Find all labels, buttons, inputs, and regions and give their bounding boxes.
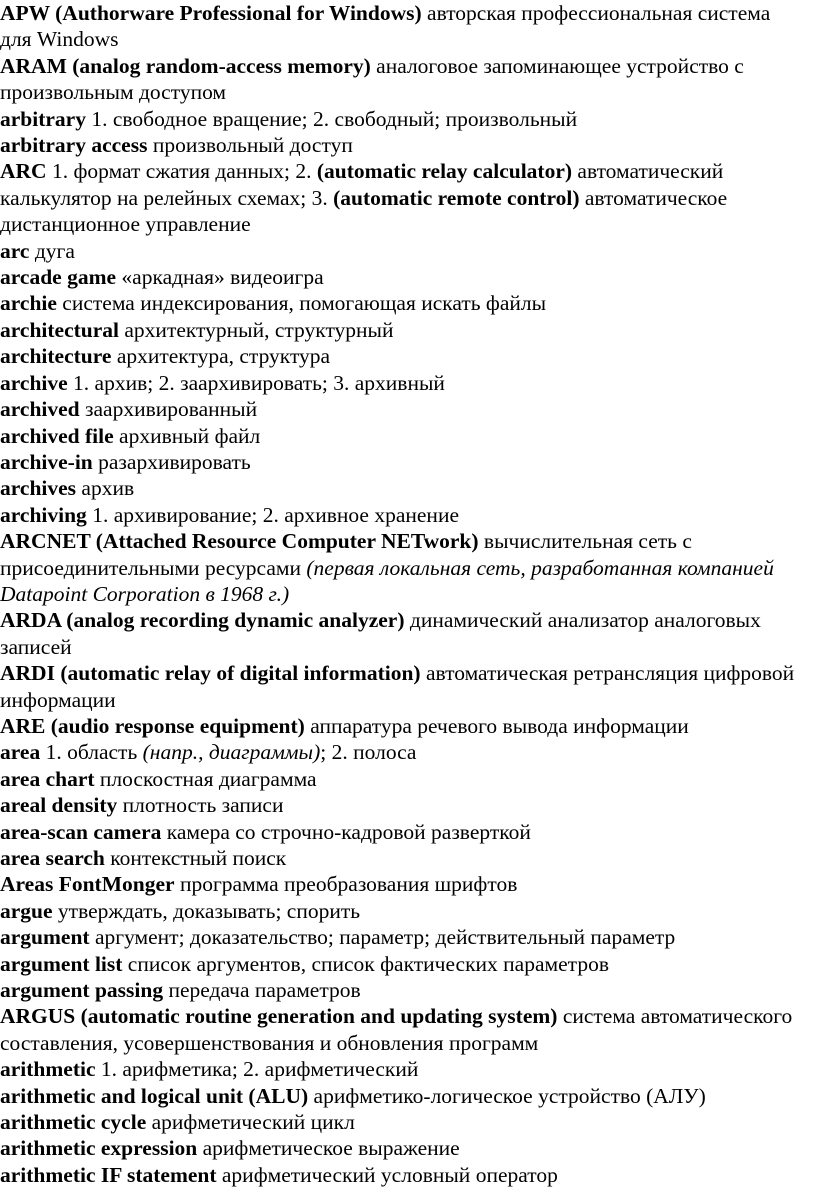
- entry-definition: архитектура, структура: [111, 344, 331, 369]
- entry-term: archived: [0, 397, 80, 422]
- dictionary-entry: [0, 1109, 804, 1135]
- entry-term: architectural: [0, 317, 120, 342]
- dictionary-entry: [0, 132, 804, 158]
- dictionary-entry: [0, 713, 804, 739]
- entry-term: arbitrary: [0, 106, 86, 131]
- entry-term: archie: [0, 291, 57, 316]
- entry-term: ARE (audio response equipment): [0, 713, 305, 738]
- entry-term: (automatic relay calculator): [316, 159, 573, 184]
- entry-definition: список аргументов, список фактических параметров: [122, 951, 609, 976]
- entry-term: archive: [0, 370, 68, 395]
- entry-term: argue: [0, 898, 53, 923]
- entry-definition: плотность записи: [117, 793, 284, 818]
- entry-definition: 1. свободное вращение; 2. свободный; произвольный: [85, 106, 578, 131]
- entry-definition: 1. формат сжатия данных; 2.: [46, 159, 317, 184]
- entry-definition: арифметико-логическое устройство (АЛУ): [308, 1083, 706, 1108]
- dictionary-entry: [0, 845, 804, 871]
- entry-term: arithmetic expression: [0, 1136, 198, 1161]
- entry-term: (automatic remote control): [333, 185, 580, 210]
- entry-definition: заархивированный: [79, 397, 258, 422]
- entry-definition: автоматический калькулятор на релейных схемах; 3.: [0, 159, 724, 210]
- dictionary-entry: [0, 528, 804, 607]
- entry-definition: разархивировать: [92, 449, 251, 474]
- dictionary-entry: [0, 792, 804, 818]
- entry-definition: система автоматического составления, усовершенствования и обновления программ: [0, 1004, 793, 1055]
- dictionary-entry: [0, 423, 804, 449]
- dictionary-entry: [0, 607, 804, 660]
- entry-definition: арифметическое выражение: [197, 1136, 460, 1161]
- dictionary-entry: [0, 1056, 804, 1082]
- dictionary-entry: [0, 238, 804, 264]
- entry-definition: 1. архивирование; 2. архивное хранение: [86, 502, 459, 527]
- entry-term: archived file: [0, 423, 114, 448]
- entry-term: arbitrary access: [0, 133, 148, 158]
- entry-term: ARAM (analog random-access memory): [0, 53, 371, 78]
- entry-term: argument passing: [0, 978, 164, 1003]
- dictionary-entry: [0, 766, 804, 792]
- dictionary-entry: [0, 1162, 804, 1188]
- entry-term: architecture: [0, 344, 112, 369]
- dictionary-entry: [0, 819, 804, 845]
- dictionary-entry: [0, 53, 804, 106]
- entry-term: argument list: [0, 951, 123, 976]
- dictionary-entry: [0, 951, 804, 977]
- entry-definition: ; 2. полоса: [320, 740, 417, 765]
- entry-definition: арифметический цикл: [146, 1110, 355, 1135]
- entry-definition: 1. арифметика; 2. арифметический: [95, 1057, 419, 1082]
- entry-term: ARCNET (Attached Resource Computer NETwork): [0, 529, 479, 554]
- entry-definition: камера со строчно-кадровой разверткой: [161, 819, 531, 844]
- entry-definition: программа преобразования шрифтов: [174, 872, 518, 897]
- entry-definition: передача параметров: [163, 978, 361, 1003]
- entry-definition: авторская профессиональная система для Windows: [0, 1, 771, 52]
- entry-definition: «аркадная» видеоигра: [116, 265, 324, 290]
- entry-definition: динамический анализатор аналоговых записей: [0, 608, 761, 659]
- entry-term: area-scan camera: [0, 819, 162, 844]
- entry-term: area: [0, 740, 41, 765]
- dictionary-entry: [0, 158, 804, 237]
- entry-definition: автоматическое дистанционное управление: [0, 185, 728, 237]
- entry-definition: контекстный поиск: [104, 846, 287, 870]
- entry-definition: плоскостная диаграмма: [94, 766, 317, 791]
- entry-definition: архивный файл: [113, 423, 261, 448]
- entry-term: arithmetic and logical unit (ALU): [0, 1083, 309, 1108]
- entry-term: argument: [0, 925, 90, 950]
- entry-term: ARDA (analog recording dynamic analyzer): [0, 608, 405, 633]
- entry-term: archive-in: [0, 449, 93, 474]
- dictionary-entry: [0, 370, 804, 396]
- entry-term: ARDI (automatic relay of digital information): [0, 661, 421, 686]
- entry-term: arithmetic IF statement: [0, 1162, 217, 1187]
- entry-definition: аппаратура речевого вывода информации: [304, 713, 689, 738]
- entry-definition: аналоговое запоминающее устройство с произвольным доступом: [0, 53, 744, 105]
- entry-definition: архив: [76, 476, 135, 501]
- dictionary-entry: [0, 871, 804, 897]
- dictionary-entry: [0, 264, 804, 290]
- dictionary-entry: [0, 343, 804, 369]
- entry-term: area search: [0, 846, 105, 870]
- entry-term: archives: [0, 476, 77, 501]
- entry-term: ARC: [0, 159, 47, 184]
- entry-term: arc: [0, 238, 30, 263]
- dictionary-entry: [0, 502, 804, 528]
- entry-term: ARGUS (automatic routine generation and updating system): [0, 1004, 558, 1029]
- entry-note: (первая локальная сеть, разработанная компанией Datapoint Corporation в 1968 г.): [0, 555, 774, 606]
- dictionary-entry: [0, 660, 804, 713]
- entry-definition: утверждать, доказывать; спорить: [52, 898, 361, 923]
- dictionary-entry: [0, 977, 804, 1003]
- dictionary-entry: [0, 1083, 804, 1109]
- dictionary-entry: [0, 317, 804, 343]
- entry-definition: система индексирования, помогающая искать файлы: [56, 291, 547, 316]
- entry-note: (напр., диаграммы): [142, 740, 321, 765]
- entry-definition: 1. архив; 2. заархивировать; 3. архивный: [67, 370, 445, 395]
- entry-definition: аргумент; доказательство; параметр; действительный параметр: [89, 925, 676, 950]
- entry-definition: вычислительная сеть с присоединительными ресурсами: [0, 529, 692, 580]
- entry-term: Areas FontMonger: [0, 872, 175, 897]
- dictionary-entry: [0, 290, 804, 316]
- dictionary-entry: [0, 449, 804, 475]
- entry-term: areal density: [0, 793, 118, 818]
- entry-term: arcade game: [0, 265, 117, 290]
- dictionary-entry: [0, 1003, 804, 1056]
- entry-term: archiving: [0, 502, 87, 527]
- dictionary-entry: [0, 898, 804, 924]
- entry-definition: дуга: [29, 238, 75, 263]
- dictionary-entry: [0, 475, 804, 501]
- entry-term: arithmetic cycle: [0, 1110, 147, 1135]
- entry-term: APW (Authorware Professional for Windows): [0, 1, 422, 25]
- entry-term: area chart: [0, 766, 95, 791]
- dictionary-entry: [0, 0, 804, 53]
- entry-definition: произвольный доступ: [147, 133, 353, 158]
- dictionary-entry: [0, 739, 804, 765]
- entry-definition: автоматическая ретрансляция цифровой информации: [0, 661, 795, 712]
- dictionary-entry: [0, 106, 804, 132]
- dictionary-entry: [0, 396, 804, 422]
- dictionary-entry: [0, 1135, 804, 1161]
- entry-definition: 1. область: [40, 740, 143, 765]
- dictionary-entry: [0, 924, 804, 950]
- entry-definition: архитектурный, структурный: [119, 317, 394, 342]
- entry-definition: арифметический условный оператор: [216, 1162, 558, 1187]
- entry-term: arithmetic: [0, 1057, 96, 1082]
